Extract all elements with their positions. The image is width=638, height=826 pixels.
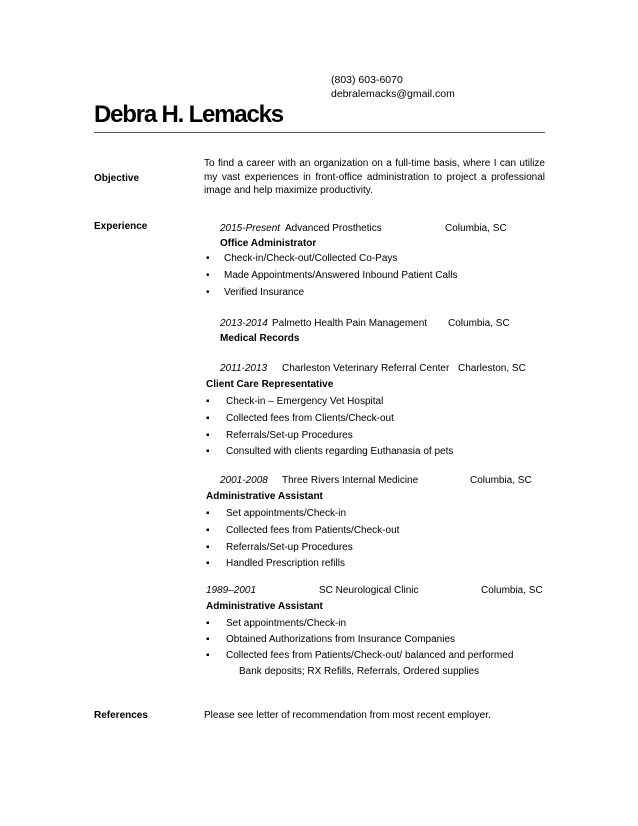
bullet-icon: ▪ <box>206 413 210 424</box>
references-label: References <box>94 710 148 721</box>
job-employer: SC Neurological Clinic <box>319 585 419 596</box>
bullet-icon: • <box>206 253 210 264</box>
job-employer: Palmetto Health Pain Management <box>272 318 428 329</box>
job-dates: 2001-2008 <box>220 475 268 486</box>
objective-label: Objective <box>94 173 140 184</box>
bullet-icon: • <box>206 287 210 298</box>
job-dates: 1989–2001 <box>206 585 257 596</box>
duty-item: Verified Insurance <box>224 287 305 298</box>
objective-text: To find a career with an organization on a full-time basis, where I can utilize my vast experiences in front-office administration to project a professional image and help maximize productivity. <box>204 158 545 196</box>
job-location: Charleston, SC <box>458 363 526 374</box>
duty-item: Set appointments/Check-in <box>226 508 347 519</box>
bullet-icon: ▪ <box>206 542 210 553</box>
bullet-icon: ▪ <box>206 396 210 407</box>
bullet-icon: ▪ <box>206 508 210 519</box>
job-location: Columbia, SC <box>445 223 507 234</box>
job-title: Administrative Assistant <box>206 601 323 612</box>
duty-continuation: Bank deposits; RX Refills, Referrals, Ordered supplies <box>239 666 480 677</box>
bullet-icon: ▪ <box>206 634 210 645</box>
bullet-icon: ▪ <box>206 525 210 536</box>
bullet-icon: ▪ <box>206 558 210 569</box>
job-title: Office Administrator <box>220 238 317 249</box>
duty-item: Referrals/Set-up Procedures <box>226 542 353 553</box>
job-title: Medical Records <box>220 333 300 344</box>
header-divider <box>94 132 545 133</box>
duty-item: Referrals/Set-up Procedures <box>226 430 353 441</box>
job-employer: Charleston Veterinary Referral Center <box>282 363 450 374</box>
bullet-icon: ▪ <box>206 430 210 441</box>
bullet-icon: ▪ <box>206 618 210 629</box>
duty-item: Set appointments/Check-in <box>226 618 347 629</box>
email-address[interactable]: debralemacks@gmail.com <box>331 88 455 100</box>
duty-item: Collected fees from Patients/Check-out <box>226 525 400 536</box>
duty-item: Handled Prescription refills <box>226 558 345 569</box>
phone-number: (803) 603-6070 <box>331 74 403 86</box>
experience-label: Experience <box>94 221 148 232</box>
bullet-icon: • <box>206 270 210 281</box>
bullet-icon: ▪ <box>206 650 210 661</box>
duty-item: Check-in – Emergency Vet Hospital <box>226 396 384 407</box>
job-location: Columbia, SC <box>448 318 510 329</box>
job-dates: 2013-2014 <box>220 318 268 329</box>
duty-item: Consulted with clients regarding Euthanasia of pets <box>226 446 454 457</box>
job-location: Columbia, SC <box>470 475 532 486</box>
job-title: Administrative Assistant <box>206 491 323 502</box>
duty-item: Check-in/Check-out/Collected Co-Pays <box>224 253 398 264</box>
duty-item: Collected fees from Clients/Check-out <box>226 413 394 424</box>
job-employer: Advanced Prosthetics <box>285 223 382 234</box>
job-location: Columbia, SC <box>481 585 543 596</box>
duty-item: Obtained Authorizations from Insurance Companies <box>226 634 456 645</box>
job-employer: Three Rivers Internal Medicine <box>282 475 419 486</box>
job-dates: 2011-2013 <box>220 363 268 374</box>
duty-item: Made Appointments/Answered Inbound Patient Calls <box>224 270 458 281</box>
job-dates: 2015-Present <box>220 223 281 234</box>
duty-item: Collected fees from Patients/Check-out/ balanced and performed <box>226 650 514 661</box>
candidate-name: Debra H. Lemacks <box>94 101 283 128</box>
job-title: Client Care Representative <box>206 379 334 390</box>
bullet-icon: ▪ <box>206 446 210 457</box>
references-text: Please see letter of recommendation from most recent employer. <box>204 710 491 721</box>
